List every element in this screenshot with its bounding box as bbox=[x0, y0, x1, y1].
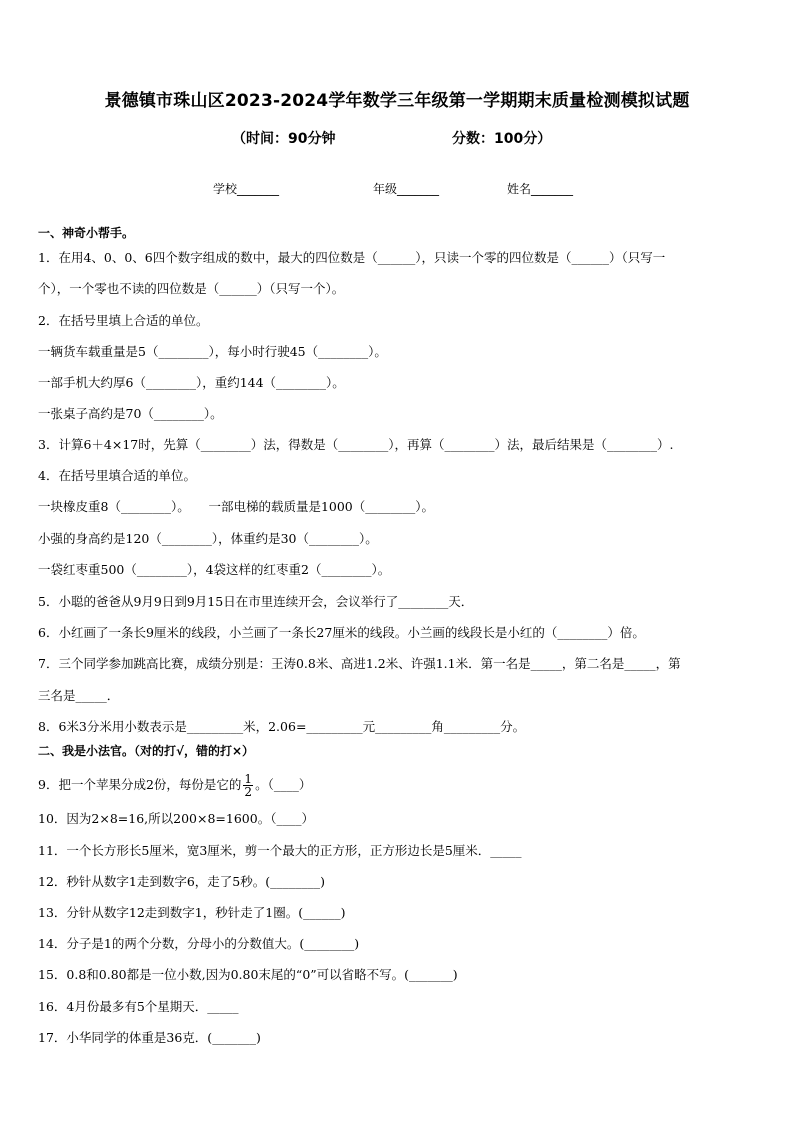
question-7-line-2: 三名是_____． bbox=[38, 688, 120, 703]
exam-score: 分数：100分） bbox=[452, 131, 552, 147]
question-4-item-a: 一块橡皮重8（________）。 一部电梯的载质量是1000（________）。 bbox=[38, 499, 435, 514]
question-16: 16．4月份最多有5个星期天．_____ bbox=[38, 999, 239, 1014]
question-5: 5．小聪的爸爸从9月9日到9月15日在市里连续开会，会议举行了________天． bbox=[38, 594, 474, 609]
section-heading-1: 一、神奇小帮手。 bbox=[38, 226, 135, 240]
question-2-item-c: 一张桌子高约是70（________）。 bbox=[38, 406, 223, 421]
question-11: 11．一个长方形长5厘米，宽3厘米，剪一个最大的正方形，正方形边长是5厘米．_____ bbox=[38, 843, 522, 858]
question-17: 17．小华同学的体重是36克．(_______) bbox=[38, 1030, 261, 1045]
question-4-item-c: 一袋红枣重500（________），4袋这样的红枣重2（________）。 bbox=[38, 562, 391, 577]
question-12: 12．秒针从数字1走到数字6，走了5秒。(________) bbox=[38, 874, 326, 889]
question-15: 15．0.8和0.80都是一位小数,因为0.80末尾的“0”可以省略不写。(_______) bbox=[38, 967, 458, 982]
question-8: 8．6米3分米用小数表示是_________米，2.06=_________元_________角_________分。 bbox=[38, 719, 526, 734]
question-2-item-b: 一部手机大约厚6（________），重约144（________）。 bbox=[38, 375, 345, 390]
question-10: 10．因为2×8=16,所以200×8=1600。（____） bbox=[38, 811, 314, 826]
fraction-denominator: 2 bbox=[244, 785, 253, 799]
question-4-item-b: 小强的身高约是120（________），体重约是30（________）。 bbox=[38, 531, 378, 546]
question-9 bbox=[38, 773, 311, 798]
question-1-line-2: 个），一个零也不读的四位数是（______）（只写一个）。 bbox=[38, 281, 345, 296]
question-7-line-1: 7．三个同学参加跳高比赛，成绩分别是：王涛0.8米、高进1.2米、许强1.1米．第一名是_____，第二名是_____，第 bbox=[38, 656, 681, 671]
section-heading-2: 二、我是小法官。（对的打√，错的打×） bbox=[38, 744, 255, 758]
exam-time: （时间：90分钟 bbox=[232, 131, 336, 147]
question-14: 14．分子是1的两个分数，分母小的分数值大。(________) bbox=[38, 936, 360, 951]
question-13: 13．分针从数字12走到数字1，秒针走了1圈。(______) bbox=[38, 905, 346, 920]
school-field[interactable]: 学校_______ bbox=[213, 182, 280, 196]
page-title: 景德镇市珠山区2023-2024学年数学三年级第一学期期末质量检测模拟试题 bbox=[104, 91, 690, 111]
fraction-one-half bbox=[243, 773, 253, 798]
question-9-answer: 。（____） bbox=[255, 777, 312, 792]
question-4: 4．在括号里填合适的单位。 bbox=[38, 468, 196, 483]
question-2: 2．在括号里填上合适的单位。 bbox=[38, 313, 209, 328]
fraction-numerator: 1 bbox=[244, 772, 253, 786]
question-3: 3．计算6＋4×17时，先算（________）法，得数是（________），再算（________）法，最后结果是（________）. bbox=[38, 437, 674, 452]
name-field[interactable]: 姓名_______ bbox=[507, 182, 574, 196]
question-2-item-a: 一辆货车载重量是5（________），每小时行驶45（________）。 bbox=[38, 344, 387, 359]
grade-field[interactable]: 年级_______ bbox=[373, 182, 440, 196]
question-9-text: 9．把一个苹果分成2份，每份是它的 bbox=[38, 777, 242, 792]
question-6: 6．小红画了一条长9厘米的线段，小兰画了一条长27厘米的线段。小兰画的线段长是小红的（________）倍。 bbox=[38, 625, 645, 640]
question-1-line-1: 1．在用4、0、0、6四个数字组成的数中，最大的四位数是（______），只读一个零的四位数是（______）（只写一 bbox=[38, 250, 666, 265]
